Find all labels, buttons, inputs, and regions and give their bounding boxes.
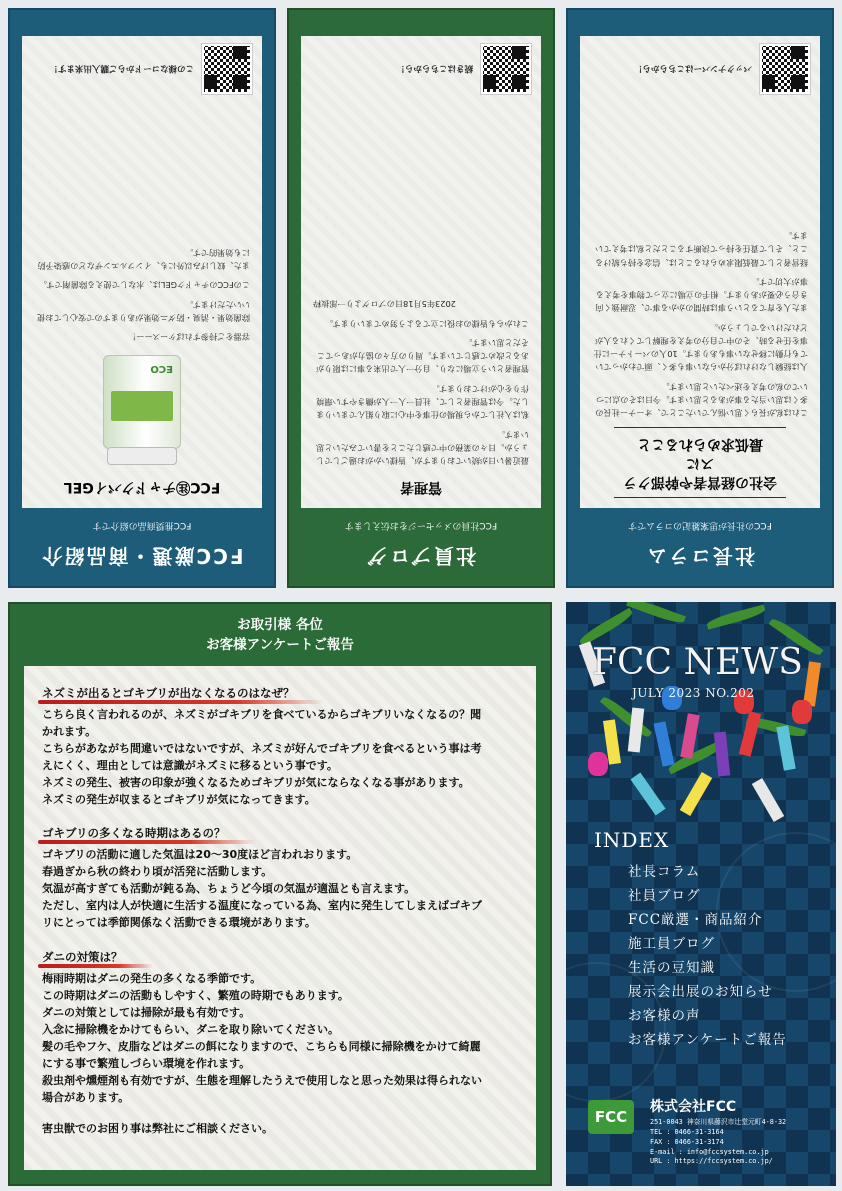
heading-line-2: 最低求められること	[637, 436, 763, 453]
product-panel-title: FCC厳選・商品紹介	[40, 544, 244, 568]
text-line: リにとっては季節関係なく活動できる環境があります。	[42, 916, 316, 930]
tanzaku-icon	[630, 773, 665, 816]
survey-section-rats	[42, 682, 518, 808]
product-name: FCC㊟チャドクバイGEL	[63, 479, 221, 495]
president-column-body	[580, 219, 820, 424]
product-label	[111, 391, 173, 421]
index	[594, 828, 787, 1052]
index-item[interactable]: 生活の豆知識	[628, 960, 715, 976]
president-column-heading	[614, 427, 786, 498]
section-title: ゴキブリの多くなる時期はあるの？	[42, 825, 226, 843]
company-fax: FAX : 0466-31-3174	[650, 1137, 724, 1146]
tanzaku-icon	[654, 721, 675, 767]
index-item[interactable]: お客様の声	[628, 1008, 701, 1024]
president-column-card	[580, 36, 820, 508]
text-line: 気温が高すぎても活動が鈍る為、ちょうど今頃の気温が適温とも言えます。	[42, 882, 416, 896]
paragraph: また、蚊しげみ以外にも、インフルエンザなどの感染予防にも効果的です。	[37, 247, 250, 271]
text-line: ただし、室内は人が快適に生活する温度になっている為、室内に発生してしまえばゴキブ	[42, 899, 482, 913]
index-item[interactable]: お客様アンケートご報告	[628, 1032, 787, 1048]
survey-greeting: お取引様 各位	[237, 617, 323, 633]
paragraph: 容器をご持参すればケースーー！	[128, 332, 250, 343]
product-lid	[107, 447, 177, 465]
survey-panel	[8, 602, 552, 1186]
section-title: ネズミが出るとゴキブリが出なくなるのはなぜ？	[42, 685, 295, 703]
product-body	[22, 235, 262, 347]
issue-label: JULY 2023 NO.202	[632, 686, 755, 700]
staff-blog-title: 社員ブログ	[366, 544, 476, 568]
qr-label: 続きはこちらから！	[396, 63, 473, 73]
paragraph: また人を育てるという事は時間のかかる事で、忍耐強く向き合う必要があります。相手の立場に立って物事を考える事が大切です。	[595, 276, 808, 314]
text-line: 場合があります。	[42, 1090, 130, 1104]
staff-blog-panel	[287, 8, 555, 588]
index-item[interactable]: 社員ブログ	[628, 888, 701, 904]
text-line: ネズミの発生、被害の印象が強くなるためゴキブリが気にならなくなる事があります。	[42, 776, 470, 790]
bamboo-leaf-icon	[578, 608, 635, 647]
paper-lantern-icon	[792, 700, 812, 724]
staff-blog-card	[301, 36, 541, 508]
qr-label: バックナンバーはこちらから！	[634, 63, 752, 73]
text-line: 梅雨時期はダニの発生の多くなる季節です。	[42, 971, 262, 985]
tanzaku-icon	[680, 772, 712, 816]
president-column-panel	[566, 8, 834, 588]
president-qr-area[interactable]	[634, 44, 810, 94]
heading-line-1: 会社の経営者や幹部クラスに	[623, 455, 777, 490]
paragraph: 経営者として最低限求められることは、信念を持ち続けること、そして責任を持って決断することだと私は考えています。	[595, 230, 808, 268]
paragraph: 人は経験しなければ分からない事も多く、頭でわかっていても行動に移せない事もあります。10人のパートナーに仕事を任せる時、その中で自分の考えを理解してくれる人がどれだけいるでしょうか。	[593, 322, 808, 373]
text-line: 春過ぎから秋の終わり頃が活発に活動します。	[42, 865, 273, 879]
qr-code-icon[interactable]	[202, 44, 252, 94]
survey-header	[10, 604, 550, 666]
survey-closing	[42, 1120, 518, 1137]
company-tel: TEL : 0466-31-3164	[650, 1127, 724, 1136]
text-line: この時期はダニの活動もしやすく、繁殖の時期でもあります。	[42, 988, 349, 1002]
bamboo-leaf-icon	[626, 602, 686, 626]
index-heading: INDEX	[594, 828, 670, 852]
company-contact	[650, 1118, 825, 1167]
paragraph: このFCCのチャドクGELは、水なしで使える除菌剤です。	[38, 280, 250, 291]
paragraph: 最近暑い日が続いておりますが、皆様いかがお過ごしでしょうか。日々の業務の中で感じたことを書いてみたいと思います。	[316, 429, 529, 467]
closing-line: 害虫獣でのお困り事は弊社にご相談ください。	[42, 1121, 273, 1135]
masthead: FCC NEWS	[592, 642, 803, 683]
survey-body	[24, 666, 536, 1170]
text-line: ネズミの発生が収まるとゴキブリが気になってきます。	[42, 793, 316, 807]
company-url[interactable]: URL : https://fccsystem.co.jp/	[650, 1157, 773, 1166]
product-image	[103, 355, 181, 465]
paragraph: これからも皆様のお役に立てるよう努めてまいります。	[324, 318, 529, 329]
tanzaku-icon	[739, 711, 761, 757]
text-line: にする事で繁殖しづらい環境を作れます。	[42, 1056, 251, 1070]
bamboo-leaf-icon	[706, 604, 767, 629]
company-email[interactable]: E-mail : info@fccsystem.co.jp	[650, 1147, 769, 1156]
president-column-header	[568, 508, 832, 586]
index-list	[594, 860, 787, 1052]
product-panel-subtitle: FCC推奨商品の紹介です	[92, 520, 192, 530]
product-panel	[8, 8, 276, 588]
company-logo-icon: FCC	[588, 1100, 634, 1134]
president-column-subtitle: FCCの社長が思案雑記のコラムです	[628, 520, 772, 530]
text-line: こちら良く言われるのが、ネズミがゴキブリを食べているからゴキブリいなくなるの？聞	[42, 708, 482, 721]
product-qr-area[interactable]	[49, 44, 252, 94]
product-card	[22, 36, 262, 508]
text-line: ゴキブリの活動に適した気温は20～30度ほど言われおります。	[42, 848, 358, 862]
text-line: 髪の毛やフケ、皮脂などはダニの餌になりますので、こちらも同様に掃除機をかけて綺麗	[42, 1039, 481, 1053]
text-line: こちらがあながち間違いではないですが、ネズミが好んでゴキブリを食べるという事は考	[42, 742, 482, 756]
cover-panel	[566, 602, 836, 1186]
survey-section-mites	[42, 946, 518, 1106]
paragraph: これは私が長らく思い悩んでいたことで、オーナー社長の多くは思い当たる事があると思います。今日はその点についての私の考えを述べたいと思います。	[595, 381, 808, 419]
president-column-title: 社長コラム	[645, 544, 755, 568]
index-item[interactable]: 社長コラム	[628, 864, 701, 880]
qr-code-icon[interactable]	[481, 44, 531, 94]
qr-label: この様なコードからご購入出来ます！	[49, 63, 194, 73]
text-line: えにくく、理由としては意識がネズミに移るという事です。	[42, 759, 338, 773]
company-name: 株式会社FCC	[650, 1099, 737, 1115]
tanzaku-icon	[714, 731, 731, 776]
text-line: 殺虫剤や燻煙剤も有効ですが、生態を理解したうえで使用しなと思った効果は得られない	[42, 1073, 482, 1087]
survey-title: お客様アンケートご報告	[206, 637, 354, 654]
staff-qr-area[interactable]	[396, 44, 531, 94]
qr-code-icon[interactable]	[760, 44, 810, 94]
eco-logo-icon: ECO	[150, 363, 173, 375]
staff-blog-body	[301, 287, 541, 471]
staff-blog-header	[289, 508, 553, 586]
index-item[interactable]: 展示会出展のお知らせ	[628, 984, 773, 1000]
text-line: 入念に掃除機をかけてもらい、ダニを取り除いてください。	[42, 1022, 339, 1036]
index-item[interactable]: FCC厳選・商品紹介	[628, 912, 763, 928]
survey-section-cockroach-season	[42, 822, 518, 931]
blog-date: 2023年5月18日のブログより一部抜粋	[313, 299, 456, 310]
section-title: ダニの対策は？	[42, 949, 123, 967]
staff-blog-subtitle: FCC社員のメッセージをお伝えします	[344, 520, 498, 530]
paper-lantern-icon	[588, 752, 608, 776]
product-header	[10, 508, 274, 586]
text-line: かれます。	[42, 725, 97, 739]
staff-blog-heading: 管理者	[400, 479, 442, 495]
index-item[interactable]: 施工員ブログ	[628, 936, 715, 952]
paragraph: 管理者という立場になり、自分一人で出来る事には限りがあると改めて感じています。周りの方々の協力があってこそだと思います。	[316, 337, 529, 375]
paragraph: 除菌効果・消臭・防ダニ効果がありますので安心してお使いいただけます。	[37, 299, 250, 323]
company-address: 251-0043 神奈川県藤沢市辻堂元町4-8-32	[650, 1118, 787, 1126]
text-line: ダニの対策としては掃除が最も有効です。	[42, 1005, 251, 1019]
paragraph: 私は入社してから現場の仕事を中心に取り組んでまいりました。今は管理者として、社員一人一人が働きやすい環境作りを心がけております。	[316, 383, 529, 421]
tanzaku-icon	[752, 778, 784, 822]
